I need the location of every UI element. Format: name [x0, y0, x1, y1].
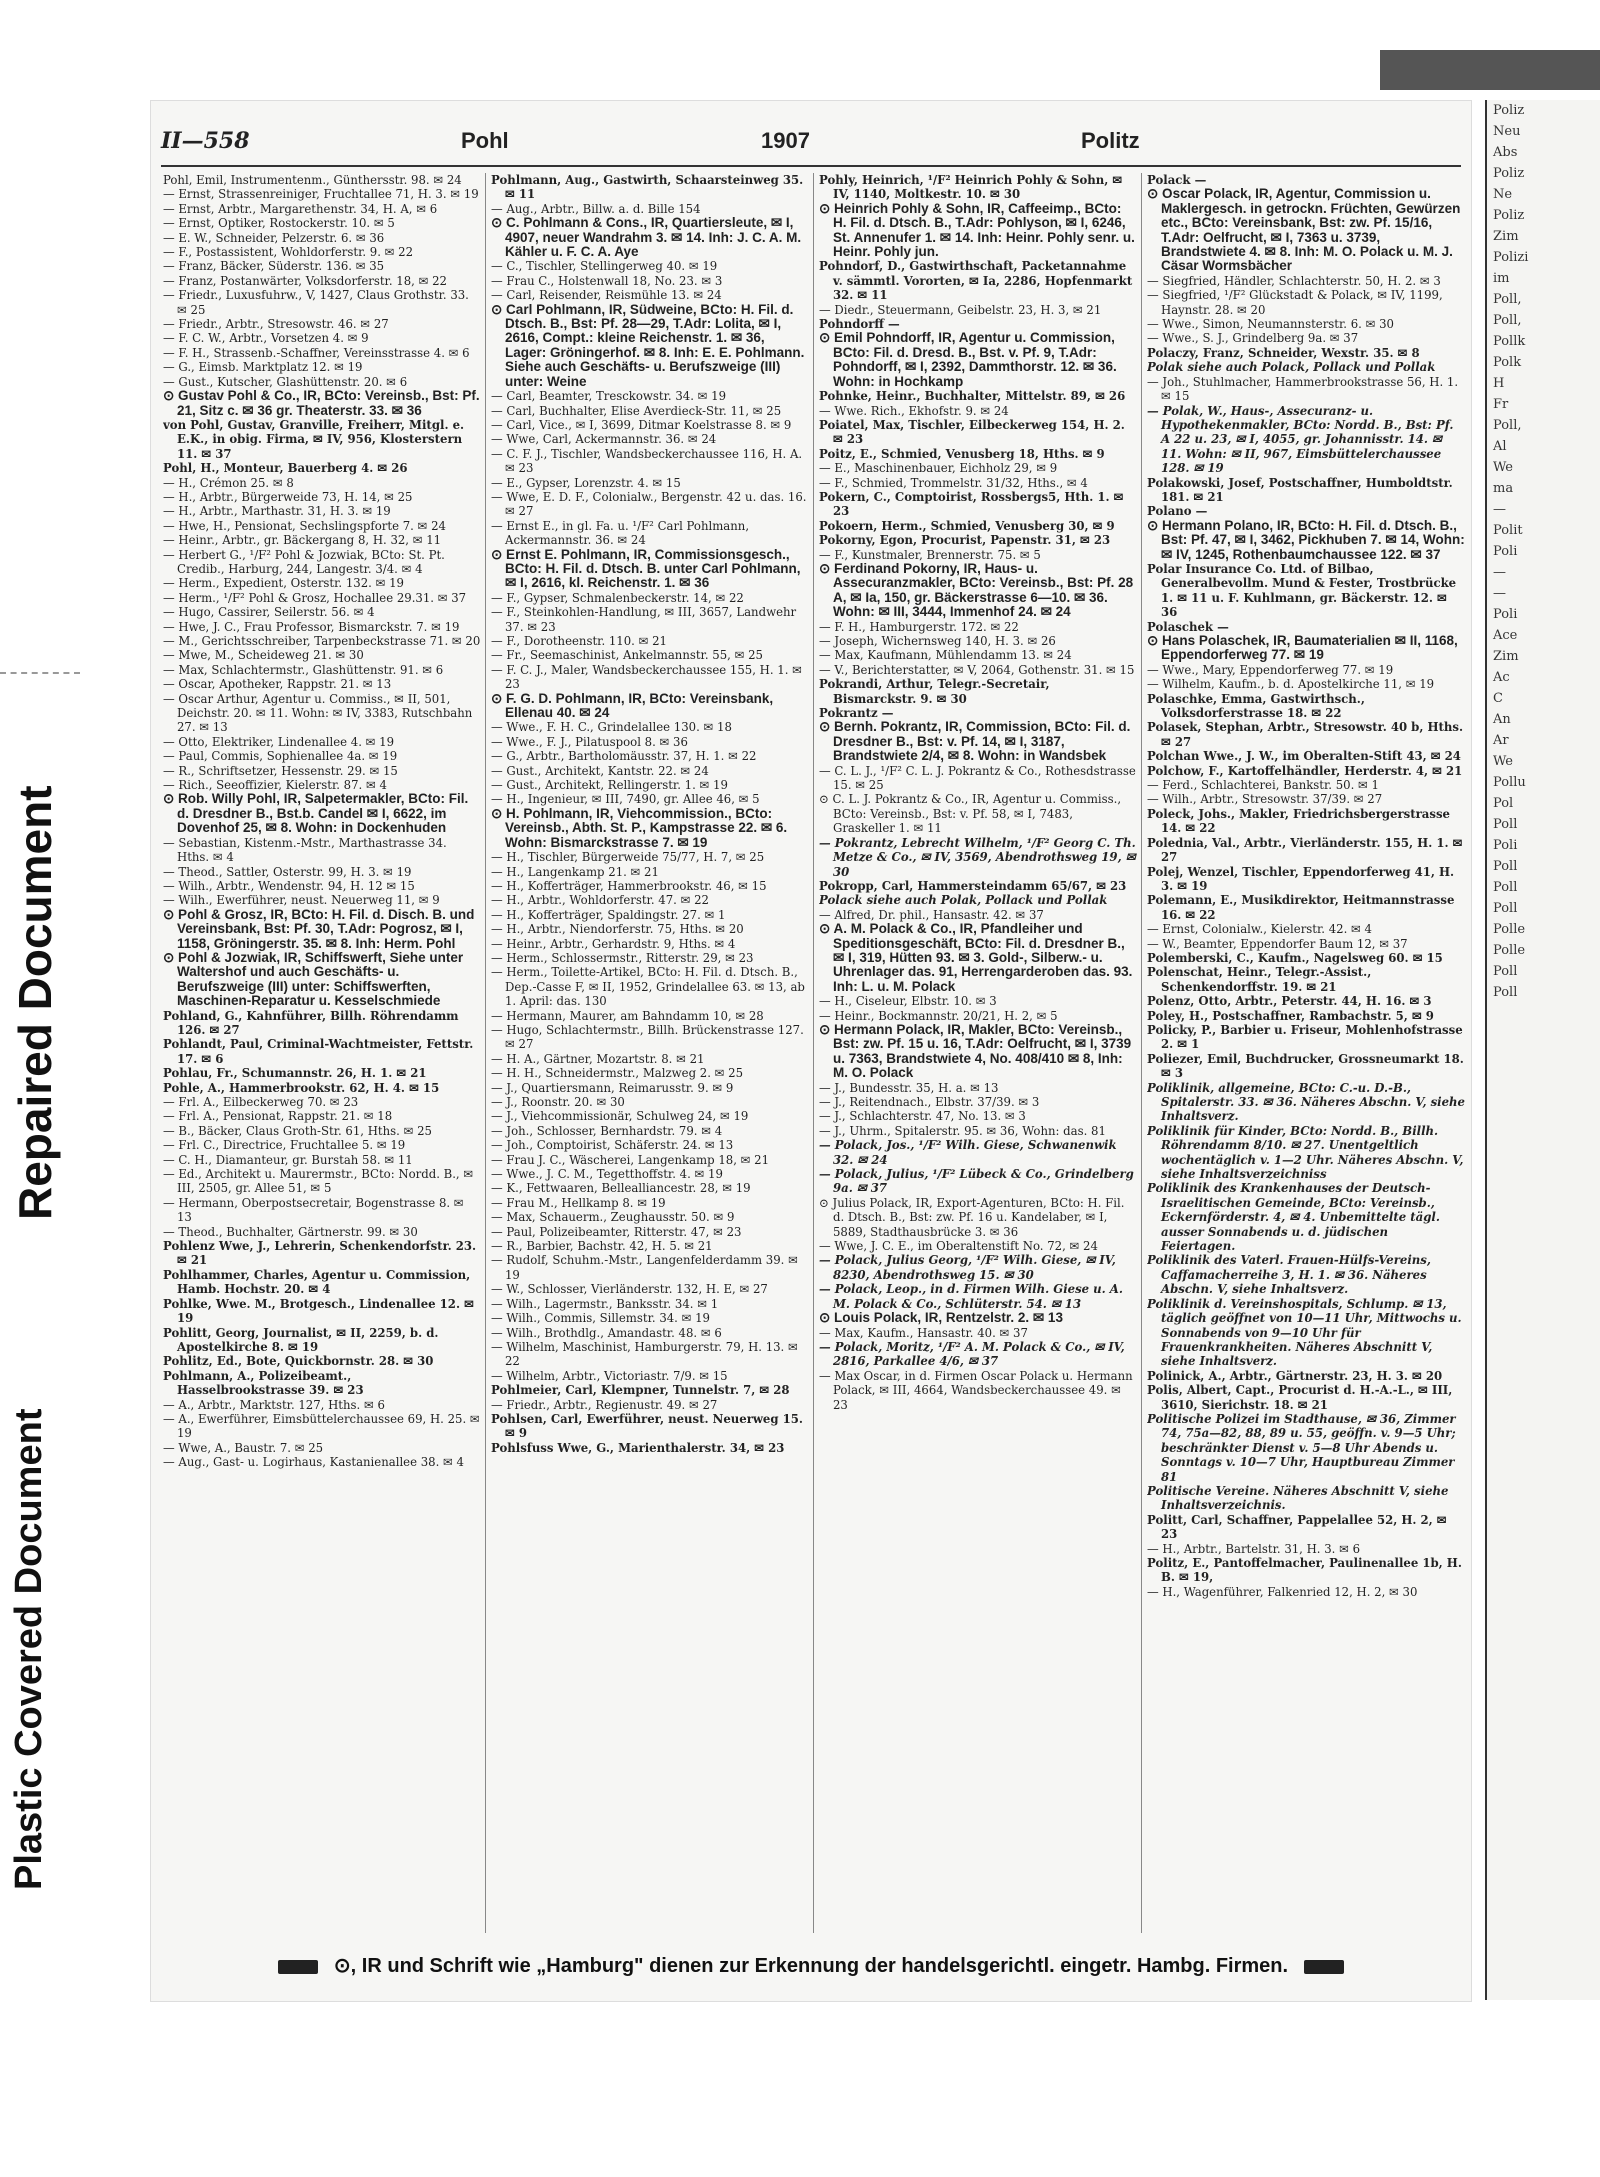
directory-entry: — Hermann, Maurer, am Bahndamm 10, ✉ 28 [491, 1008, 764, 1023]
directory-entry: Pokorny, Egon, Procurist, Papenstr. 31, ✉ 23 [819, 533, 1111, 548]
directory-entry: Pohlmeier, Carl, Klempner, Tunnelstr. 7, ✉ 28 [491, 1383, 790, 1398]
directory-entry: — Friedr., Arbtr., Stresowstr. 46. ✉ 27 [163, 317, 389, 332]
directory-entry: Pohlke, Wwe. M., Brotgesch., Lindenallee 12. ✉ 19 [163, 1296, 474, 1326]
header-left-word: Pohl [461, 128, 509, 153]
page-number: II—558 [161, 128, 250, 154]
directory-entry: — J., Bundesstr. 35, H. a. ✉ 13 [819, 1080, 999, 1095]
adjacent-page-fragment: C [1493, 691, 1503, 706]
adjacent-page-fragment: Polk [1493, 355, 1522, 370]
directory-entry: Pokrandi, Arthur, Telegr.-Secretair, Bismarckstr. 9. ✉ 30 [819, 677, 1050, 706]
directory-entry: — Hugo, Cassirer, Seilerstr. 56. ✉ 4 [163, 605, 375, 620]
directory-entry: Pohland, G., Kahnführer, Billh. Röhrendamm 126. ✉ 27 [163, 1008, 459, 1037]
directory-entry: ⊙ Julius Polack, IR, Export-Agenturen, BCto: H. Fil. d. Dtsch. B., Bst: zw. Pf. 16 u. Kandelaber, ✉ I, 5889, Stadthausbrücke 3. ✉ 36 [819, 1195, 1125, 1239]
directory-entry: — E. W., Schneider, Pelzerstr. 6. ✉ 36 [163, 230, 385, 245]
directory-entry: Poiatel, Max, Tischler, Eilbeckerweg 154, H. 2. ✉ 23 [819, 417, 1125, 447]
directory-entry: — F. C. J., Maler, Wandsbeckerchaussee 155, H. 1. ✉ 23 [491, 662, 802, 692]
directory-entry: ⊙ F. G. D. Pohlmann, IR, BCto: Vereinsbank, Ellenau 40. ✉ 24 [491, 690, 774, 721]
directory-entry: — Wwe., Simon, Neumannsterstr. 6. ✉ 30 [1147, 317, 1394, 332]
directory-entry: ⊙ Pohl & Jozwiak, IR, Schiffswerft, Siehe unter Waltershof und auch Geschäfts- u. Berufszweige (III) unter: Schiffswerften, Maschinen-Reparatur u. Kesselschmiede [163, 949, 464, 1009]
directory-entry: — Max, Schlachtermstr., Glashüttenstr. 91. ✉ 6 [163, 662, 444, 677]
directory-entry: — Wwe. Rich., Ekhofstr. 9. ✉ 24 [819, 403, 1009, 418]
adjacent-page-fragment: Abs [1493, 145, 1518, 160]
adjacent-page-fragment: Poll [1493, 901, 1518, 916]
directory-entry: Polchow, F., Kartoffelhändler, Herderstr. 4, ✉ 21 [1147, 763, 1463, 778]
directory-entry: Pohlitt, Georg, Journalist, ✉ II, 2259, b. d. Apostelkirche 8. ✉ 19 [163, 1325, 439, 1354]
adjacent-page-fragment: Poll [1493, 880, 1518, 895]
directory-entry: — J., Viehcommissionär, Schulweg 24, ✉ 19 [491, 1109, 749, 1124]
directory-entry: ⊙ A. M. Polack & Co., IR, Pfandleiher und Speditionsgeschäft, BCto: Fil. d. Dresdner B., ✉ I, 319, Hütten 93. ✉ 3. Gold-, Silberw.- u. Uhrenlager das. 91, Herrengarderoben das. 93. Inh: L. u. M. Polack [819, 921, 1133, 994]
directory-entry: — F. H., Strassenb.-Schaffner, Vereinsstrasse 4. ✉ 6 [163, 345, 470, 360]
directory-entry: Polar Insurance Co. Ltd. of Bilbao, Generalbevollm. Mund & Fester, Trostbrücke 1. ✉ 11 u. F. Kuhlmann, gr. Bäckerstr. 12. ✉ 36 [1147, 561, 1457, 620]
adjacent-page-fragment: We [1493, 754, 1513, 769]
adjacent-page-fragment: Zim [1493, 649, 1519, 664]
directory-entry: — A., Arbtr., Marktstr. 127, Hths. ✉ 6 [163, 1397, 385, 1412]
directory-entry: — Franz, Postanwärter, Volksdorferstr. 18, ✉ 22 [163, 273, 447, 288]
adjacent-page-fragment: Poll, [1493, 418, 1522, 433]
directory-entry: Pokern, C., Comptoirist, Rossbergs5, Hth. 1. ✉ 23 [819, 489, 1124, 519]
directory-entry: — W., Schlosser, Vierländerstr. 132, H. E, ✉ 27 [491, 1282, 768, 1297]
adjacent-page-strip [1485, 100, 1600, 2000]
directory-entry: ⊙ Hans Polaschek, IR, Baumaterialien ✉ II, 1168, Eppendorferweg 77. ✉ 19 [1147, 633, 1458, 663]
directory-entry: ⊙ C. Pohlmann & Cons., IR, Quartiersleute, ✉ I, 4907, neuer Wandrahm 3. ✉ 14. Inh: J. C. A. M. Kähler u. F. C. A. Aye [491, 215, 802, 260]
directory-entry: — Joh., Stuhlmacher, Hammerbrookstrasse 56, H. 1. ✉ 15 [1147, 374, 1459, 404]
adjacent-page-fragment: Poli [1493, 607, 1518, 622]
directory-entry: Pohlmann, Aug., Gastwirth, Schaarsteinweg 35. ✉ 11 [491, 173, 804, 202]
adjacent-page-fragment: Poliz [1493, 208, 1525, 223]
directory-entry: — J., Roonstr. 20. ✉ 30 [491, 1095, 625, 1109]
adjacent-page-fragment: Poll [1493, 964, 1518, 979]
adjacent-page-fragment: im [1493, 271, 1510, 286]
directory-entry: — F., Gypser, Schmalenbeckerstr. 14, ✉ 22 [491, 590, 744, 605]
directory-entry: — Polak, W., Haus-, Assecuranz- u. Hypothekenmakler, BCto: Nordd. B., Bst: Pf. A 22 u. 23, ✉ I, 4055, gr. Johannisstr. 14. ✉ 11. Wohn: ✉ II, 967, Eimsbüttelerchaussee 128. ✉ 19 [1147, 403, 1454, 476]
directory-entry: — Max, Schauerm., Zeughausstr. 50. ✉ 9 [491, 1210, 735, 1225]
directory-entry: — Siegfried, Händler, Schlachterstr. 50, H. 2. ✉ 3 [1147, 273, 1441, 288]
directory-entry: — Rich., Seeoffizier, Kielerstr. 87. ✉ 4 [163, 778, 387, 793]
directory-entry: ⊙ Heinrich Pohly & Sohn, IR, Caffeeimp., BCto: H. Fil. d. Dtsch. B., T.Adr: Pohlyson, ✉ I, 6246, St. Annenufer 1. ✉ 14. Inh: Heinr. Pohly senr. u. Heinr. Pohly jun. [819, 200, 1135, 260]
directory-entry: ⊙ Bernh. Pokrantz, IR, Commission, BCto: Fil. d. Dresdner B., Bst: v. Pf. 14, ✉ I, 3187, Brandstwiete 2/4, ✉ 8. Wohn: in Wandsbek [819, 719, 1131, 764]
directory-entry: — C. H., Diamanteur, gr. Burstah 58. ✉ 11 [163, 1152, 413, 1167]
dashed-divider [0, 672, 80, 674]
directory-entry: Pohnke, Heinr., Buchhalter, Mittelstr. 89, ✉ 26 [819, 389, 1126, 404]
directory-entry: von Pohl, Gustav, Granville, Freiherr, Mitgl. e. E.K., in obig. Firma, ✉ IV, 956, Klosterstern 11. ✉ 37 [163, 417, 465, 461]
directory-entry: Pohle, A., Hammerbrookstr. 62, H. 4. ✉ 15 [163, 1080, 440, 1095]
adjacent-page-fragment: An [1493, 712, 1511, 727]
directory-entry: — Wilh., Ewerführer, neust. Neuerweg 11, ✉ 9 [163, 893, 440, 908]
directory-entry: — Gust., Kutscher, Glashüttenstr. 20. ✉ 6 [163, 374, 408, 389]
directory-entry: — Aug., Gast- u. Logirhaus, Kastanienallee 38. ✉ 4 [163, 1455, 464, 1470]
directory-entry: — Joh., Schlosser, Bernhardstr. 79. ✉ 4 [491, 1123, 723, 1138]
directory-entry: Polaczy, Franz, Schneider, Wexstr. 35. ✉ 8 [1147, 345, 1420, 360]
directory-entry: Polemberski, C., Kaufm., Nagelsweg 60. ✉ 15 [1147, 950, 1443, 965]
adjacent-page-fragment: — [1493, 565, 1506, 580]
directory-entry: — Ed., Architekt u. Maurermstr., BCto: Nordd. B., ✉ III, 2505, gr. Allee 51, ✉ 5 [163, 1167, 474, 1196]
adjacent-page-fragment: Al [1493, 439, 1507, 454]
directory-entry: — G., Eimsb. Marktplatz 12. ✉ 19 [163, 360, 363, 375]
directory-entry: — Franz, Bäcker, Süderstr. 136. ✉ 35 [163, 259, 385, 274]
pointing-hand-right-icon [1304, 1960, 1344, 1974]
directory-entry: — Herm., ¹/F² Pohl & Grosz, Hochallee 29.31. ✉ 37 [163, 590, 467, 605]
directory-entry: — Polack, Julius, ¹/F² Lübeck & Co., Grindelberg 9a. ✉ 37 [819, 1167, 1134, 1196]
adjacent-page-fragment: Pol [1493, 796, 1514, 811]
directory-entry: ⊙ Hermann Polano, IR, BCto: H. Fil. d. Dtsch. B., Bst: Pf. 47, ✉ I, 3462, Pickhuben 7. ✉ 14, Wohn: ✉ IV, 1245, Rothenbaumchaussee 122. ✉ 37 [1147, 517, 1465, 562]
directory-entry: — Alfred, Dr. phil., Hansastr. 42. ✉ 37 [819, 907, 1044, 922]
directory-entry: Pohlau, Fr., Schumannstr. 26, H. 1. ✉ 21 [163, 1066, 427, 1081]
directory-entry: Poley, H., Postschaffner, Rambachstr. 5, ✉ 9 [1147, 1008, 1434, 1023]
directory-entry: — Herm., Schlossermstr., Ritterstr. 29, ✉ 23 [491, 950, 754, 965]
directory-entry: — Paul, Polizeibeamter, Ritterstr. 47, ✉ 23 [491, 1224, 742, 1239]
adjacent-page-fragment: — [1493, 586, 1506, 601]
directory-entry: — H., Arbtr., Bartelstr. 31, H. 3. ✉ 6 [1147, 1541, 1361, 1556]
directory-entry: Pokoern, Herm., Schmied, Venusberg 30, ✉ 9 [819, 518, 1115, 533]
adjacent-page-fragment: Poli [1493, 544, 1518, 559]
directory-entry: — Ernst, Optiker, Rostockerstr. 10. ✉ 5 [163, 216, 395, 231]
directory-entry: — M., Gerichtsschreiber, Tarpenbeckstrasse 71. ✉ 20 [163, 634, 481, 648]
directory-entry: Pohlsen, Carl, Ewerführer, neust. Neuerweg 15. ✉ 9 [491, 1411, 803, 1441]
directory-entry: ⊙ Emil Pohndorff, IR, Agentur u. Commission, BCto: Fil. d. Dresd. B., Bst. v. Pf. 9, T.Adr: Pohndorff, ✉ I, 2392, Dammthorstr. 12. ✉ 36. Wohn: in Hochkamp [819, 330, 1117, 389]
directory-entry: — J., Uhrm., Spitalerstr. 95. ✉ 36, Wohn: das. 81 [819, 1123, 1106, 1138]
pointing-hand-left-icon [278, 1960, 318, 1974]
directory-entry: — Herm., Toilette-Artikel, BCto: H. Fil. d. Dtsch. B., Dep.-Casse F, ✉ II, 1952, Grindelallee 63. ✉ 13, ab 1. April: das. 130 [491, 965, 805, 1009]
directory-entry: — Wwe., Mary, Eppendorferweg 77. ✉ 19 [1147, 662, 1394, 677]
directory-entry: Politische Vereine. Näheres Abschnitt V, siehe Inhaltsverzeichnis. [1147, 1483, 1449, 1513]
directory-entry: — Ernst, Arbtr., Margarethenstr. 34, H. A, ✉ 6 [163, 201, 438, 216]
directory-entry: — C., Tischler, Stellingerweg 40. ✉ 19 [491, 259, 718, 274]
directory-entry: — H., Arbtr., Wohldorferstr. 47. ✉ 22 [491, 893, 709, 908]
directory-entry: — C. F. J., Tischler, Wandsbeckerchaussee 116, H. A. ✉ 23 [491, 446, 803, 476]
directory-entry: Polenschat, Heinr., Telegr.-Assist., Schenkendorffstr. 19. ✉ 21 [1147, 965, 1372, 994]
directory-entry: — Heinr., Arbtr., Gerhardstr. 9, Hths. ✉ 4 [491, 936, 736, 951]
directory-entry: Poliklinik des Vaterl. Frauen-Hülfs-Vereins, Caffamacherreihe 3, H. 1. ✉ 36. Näheres Abschn. V, siehe Inhaltsverz. [1147, 1253, 1431, 1297]
directory-entry: Poliklinik des Krankenhauses der Deutsch-Israelitischen Gemeinde, BCto: Vereinsb., Eckernförderstr. 4, ✉ 4. Unbemittelte tägl. ausser Sonnabends u. d. jüdischen Feiertagen. [1147, 1181, 1440, 1254]
directory-entry: — F. C. W., Arbtr., Vorsetzen 4. ✉ 9 [163, 331, 369, 346]
adjacent-page-fragment: Poll [1493, 985, 1518, 1000]
directory-entry: — Wwe, A., Baustr. 7. ✉ 25 [163, 1440, 324, 1455]
directory-entry: — Joh., Comptoirist, Schäferstr. 24. ✉ 13 [491, 1138, 734, 1153]
directory-entry: Polaschek — [1147, 619, 1229, 634]
directory-entry: — Wilhelm, Maschinist, Hamburgerstr. 79, H. 13. ✉ 22 [491, 1339, 798, 1369]
directory-entry: — Ferd., Schlachterei, Bankstr. 50. ✉ 1 [1147, 778, 1379, 793]
adjacent-page-fragment: Pollu [1493, 775, 1526, 790]
directory-entry: — H., Arbtr., Niendorferstr. 75, Hths. ✉ 20 [491, 922, 744, 937]
adjacent-page-fragment: ma [1493, 481, 1514, 496]
directory-entry: Polack — [1147, 173, 1207, 187]
directory-entry: — Polack, Julius Georg, ¹/F² Wilh. Giese, ✉ IV, 8230, Abendrothsweg 15. ✉ 30 [819, 1253, 1116, 1282]
directory-entry: — Gust., Architekt, Rellingerstr. 1. ✉ 19 [491, 778, 728, 793]
directory-entry: Polis, Albert, Capt., Procurist d. H.-A.-L., ✉ III, 3610, Sierichstr. 18. ✉ 21 [1147, 1383, 1453, 1412]
directory-entry: — Herm., Expedient, Osterstr. 132. ✉ 19 [163, 576, 404, 591]
directory-entry: — H., Kofferträger, Spaldingstr. 27. ✉ 1 [491, 907, 726, 922]
directory-entry: — H., Ingenieur, ✉ III, 7490, gr. Allee 46, ✉ 5 [491, 792, 760, 807]
directory-entry: — Max, Kaufm., Hansastr. 40. ✉ 37 [819, 1325, 1028, 1340]
adjacent-page-fragment: Poliz [1493, 166, 1525, 181]
directory-entry: Pohndorff — [819, 317, 900, 332]
directory-entry: — J., Quartiersmann, Reimarusstr. 9. ✉ 9 [491, 1080, 734, 1095]
directory-entry: Pohlitz, Ed., Bote, Quickbornstr. 28. ✉ 30 [163, 1354, 434, 1369]
directory-entry: Poliklinik für Kinder, BCto: Nordd. B., Billh. Röhrendamm 8/10. ✉ 27. Unentgeltlich wochentäglich v. 1—2 Uhr. Näheres Abschn. V, siehe Inhaltsverzeichniss [1147, 1123, 1464, 1182]
directory-entry: — R., Schriftsetzer, Hessenstr. 29. ✉ 15 [163, 763, 398, 778]
directory-entry: — J., Schlachterstr. 47, No. 13. ✉ 3 [819, 1109, 1026, 1124]
directory-entry: — H., Kofferträger, Hammerbrookstr. 46, ✉ 15 [491, 878, 767, 893]
directory-entry: — Max Oscar, in d. Firmen Oscar Polack u. Hermann Polack, ✉ III, 4664, Wandsbeckerchaussee 49. ✉ 23 [819, 1368, 1133, 1412]
directory-entry: — A., Ewerführer, Eimsbüttelerchaussee 69, H. 25. ✉ 19 [163, 1411, 480, 1441]
header-right-word: Politz [1081, 128, 1140, 153]
directory-entry: Poitz, E., Schmied, Venusberg 18, Hths. ✉ 9 [819, 446, 1105, 461]
directory-entry: ⊙ H. Pohlmann, IR, Viehcommission., BCto: Vereinsb., Abth. St. P., Kampstrasse 22. ✉ 6. Wohn: Bismarckstrasse 7. ✉ 19 [491, 805, 788, 850]
directory-entry: — H., Tischler, Bürgerweide 75/77, H. 7, ✉ 25 [491, 850, 765, 865]
directory-entry: — Heinr., Bockmannstr. 20/21, H. 2, ✉ 5 [819, 1008, 1058, 1023]
directory-entry: — Oscar, Apotheker, Rappstr. 21. ✉ 13 [163, 677, 392, 692]
directory-entry: Pohly, Heinrich, ¹/F² Heinrich Pohly & Sohn, ✉ IV, 1140, Moltkestr. 10. ✉ 30 [819, 173, 1123, 202]
directory-entry: — Paul, Commis, Sophienallee 4a. ✉ 19 [163, 749, 398, 764]
column-divider [485, 173, 486, 1933]
adjacent-page-fragment: — [1493, 502, 1506, 517]
directory-entry: — Carl, Reisender, Reismühle 13. ✉ 24 [491, 288, 722, 303]
adjacent-page-fragment: Ne [1493, 187, 1513, 202]
directory-entry: — Wilh., Arbtr., Stresowstr. 37/39. ✉ 27 [1147, 792, 1383, 807]
directory-entry: — R., Barbier, Bachstr. 42, H. 5. ✉ 21 [491, 1239, 713, 1254]
directory-entry: — Hugo, Schlachtermstr., Billh. Brückenstrasse 127. ✉ 27 [491, 1022, 804, 1052]
directory-entry: ⊙ Rob. Willy Pohl, IR, Salpetermakler, BCto: Fil. d. Dresdner B., Bst.b. Candel ✉ I, 6622, im Dovenhof 25, ✉ 8. Wohn: in Dockenhuden [163, 791, 469, 836]
directory-entry: Poleck, Johs., Makler, Friedrichsbergerstrasse 14. ✉ 22 [1147, 806, 1450, 836]
directory-entry: — Ernst E., in gl. Fa. u. ¹/F² Carl Pohlmann, Ackermannstr. 36. ✉ 24 [491, 518, 750, 548]
directory-entry: Polano — [1147, 504, 1208, 519]
directory-entry: Policky, P., Barbier u. Friseur, Mohlenhofstrasse 2. ✉ 1 [1147, 1022, 1463, 1052]
directory-entry: — Carl, Buchhalter, Elise Averdieck-Str. 11, ✉ 25 [491, 403, 782, 418]
adjacent-page-fragment: Poll, [1493, 292, 1522, 307]
header-rule [161, 165, 1461, 167]
directory-entry: — Wilh., Lagermstr., Banksstr. 34. ✉ 1 [491, 1296, 719, 1311]
directory-entry: ⊙ Hermann Polack, IR, Makler, BCto: Vereinsb., Bst: zw. Pf. 15 u. 16, T.Adr: Oelfrucht, ✉ I, 3739 u. 7363, Brandstwiete 4, No. 408/410 ✉ 8, Inh: M. O. Polack [819, 1021, 1132, 1081]
page-footer [151, 1953, 1471, 1978]
directory-entry: Politische Polizei im Stadthause, ✉ 36, Zimmer 74, 75a—82, 88, 89 u. 55, geöffn. v. 9—5 Uhr; beschränkter Dienst v. 5—8 Uhr Abends u. Sonntags v. 10—7 Uhr, Hauptbureau Zimmer 81 [1147, 1411, 1456, 1484]
footer-text: ⊙, IR und Schrift wie „Hamburg" dienen zur Erkennung der handelsgerichtl. eingetr. Hambg. Firmen. [333, 1955, 1289, 1977]
directory-entry: — Ernst, Colonialw., Kielerstr. 42. ✉ 4 [1147, 922, 1372, 937]
directory-entry: — Carl, Beamter, Tresckowstr. 34. ✉ 19 [491, 389, 727, 404]
directory-entry: ⊙ Oscar Polack, IR, Agentur, Commission u. Maklergesch. in getrockn. Früchten, Gewürzen etc., BCto: Vereinsbank, Bst: zw. Pf. 15/16, T.Adr: Oelfrucht, ✉ I, 7363 u. 3739, Brandstwiete 4. ✉ 8. Inh: M. O. Polack u. M. J. Cäsar Wormsbächer [1147, 186, 1461, 274]
directory-entry: — G., Arbtr., Bartholomäusstr. 37, H. 1. ✉ 22 [491, 749, 757, 764]
directory-entry: Polinick, A., Arbtr., Gärtnerstr. 23, H. 3. ✉ 20 [1147, 1368, 1443, 1383]
directory-entry: Pohlsfuss Wwe, G., Marienthalerstr. 34, ✉ 23 [491, 1440, 785, 1455]
directory-entry: — Polack, Jos., ¹/F² Wilh. Giese, Schwanenwik 32. ✉ 24 [819, 1138, 1117, 1167]
directory-entry: — F., Schmied, Trommelstr. 31/32, Hths., ✉ 4 [819, 475, 1088, 490]
directory-entry: — Wilh., Arbtr., Wendenstr. 94, H. 12 ✉ 15 [163, 878, 415, 893]
directory-entry: — Hermann, Oberpostsecretair, Bogenstrasse 8. ✉ 13 [163, 1195, 464, 1225]
directory-entry: — Frau M., Hellkamp 8. ✉ 19 [491, 1195, 666, 1210]
directory-entry: — H., Wagenführer, Falkenried 12, H. 2, ✉ 30 [1147, 1584, 1418, 1599]
adjacent-page-fragment: Polit [1493, 523, 1523, 538]
directory-entry: Pokropp, Carl, Hammersteindamm 65/67, ✉ 23 [819, 878, 1127, 893]
directory-entry: Poliklinik, allgemeine, BCto: C.-u. D.-B., Spitalerstr. 33. ✉ 36. Näheres Abschn. V, siehe Inhaltsverz. [1147, 1080, 1465, 1124]
directory-entry: — Friedr., Luxusfuhrw., V, 1427, Claus Grothstr. 33. ✉ 25 [163, 288, 469, 317]
directory-entry: — Wwe., J. C. M., Tegetthoffstr. 4. ✉ 19 [491, 1167, 723, 1182]
directory-entry: — F., Steinkohlen-Handlung, ✉ III, 3657, Landwehr 37. ✉ 23 [491, 605, 797, 634]
directory-entry: ⊙ Gustav Pohl & Co., IR, BCto: Vereinsb., Bst: Pf. 21, Sitz c. ✉ 36 gr. Theaterstr. 33. ✉ 36 [163, 388, 480, 418]
directory-entry: — H., Crémon 25. ✉ 8 [163, 475, 294, 490]
directory-entry: — Wilh., Brothdlg., Amandastr. 48. ✉ 6 [491, 1325, 722, 1340]
directory-entry: — H., Langenkamp 21. ✉ 21 [491, 864, 659, 879]
adjacent-page-fragment: We [1493, 460, 1513, 475]
directory-entry: — Hwe, J. C., Frau Professor, Bismarckstr. 7. ✉ 19 [163, 619, 460, 634]
column-3 [819, 173, 1137, 1933]
adjacent-page-fragment: Neu [1493, 124, 1521, 139]
directory-entry: — Frl. C., Directrice, Fruchtallee 5. ✉ 19 [163, 1138, 406, 1153]
adjacent-page-fragment: Ar [1493, 733, 1509, 748]
directory-entry: Pohlandt, Paul, Criminal-Wachtmeister, Fettstr. 17. ✉ 6 [163, 1037, 474, 1066]
directory-entry: Pohl, Emil, Instrumentenm., Günthersstr. 98. ✉ 24 [163, 173, 462, 187]
directory-entry: — Fr., Seemaschinist, Ankelmannstr. 55, ✉ 25 [491, 648, 763, 663]
adjacent-page-fragment: Poll, [1493, 313, 1522, 328]
directory-entry: Polak siehe auch Polack, Pollack und Pollak [1147, 360, 1436, 375]
directory-entry: — Wilhelm, Arbtr., Victoriastr. 7/9. ✉ 15 [491, 1368, 728, 1383]
directory-entry: ⊙ Carl Pohlmann, IR, Südweine, BCto: H. Fil. d. Dtsch. B., Bst: Pf. 28—29, T.Adr: Lolita, ✉ I, 2616, Compt.: kleine Reichenstr. 1. ✉ 36, Lager: Gröningerhof. ✉ 8. Inh: E. E. Pohlmann. Siehe auch Geschäfts- u. Berufszweige (III) unter: Weine [491, 301, 805, 389]
directory-entry: ⊙ Ferdinand Pokorny, IR, Haus- u. Assecuranzmakler, BCto: Vereinsb., Bst: Pf. 28 A, ✉ Ia, 150, gr. Bäckerstrasse 6—10. ✉ 36. Wohn: ✉ III, 3444, Immenhof 24. ✉ 24 [819, 560, 1134, 620]
directory-entry: — Wwe, J. C. E., im Oberaltenstift No. 72, ✉ 24 [819, 1239, 1098, 1254]
directory-entry: Pohlmann, A., Polizeibeamt., Hasselbrookstrasse 39. ✉ 23 [163, 1368, 364, 1398]
directory-entry: — V., Berichterstatter, ✉ V, 2064, Gothenstr. 31. ✉ 15 [819, 662, 1135, 677]
directory-entry: — W., Beamter, Eppendorfer Baum 12, ✉ 37 [1147, 936, 1408, 951]
directory-entry: — Gust., Architekt, Kantstr. 22. ✉ 24 [491, 763, 709, 778]
directory-entry: — Theod., Sattler, Osterstr. 99, H. 3. ✉ 19 [163, 864, 412, 879]
adjacent-page-fragment: Poll [1493, 817, 1518, 832]
directory-entry: Pohlenz Wwe, J., Lehrerin, Schenkendorfstr. 23. ✉ 21 [163, 1239, 477, 1268]
directory-entry: — Pokrantz, Lebrecht Wilhelm, ¹/F² Georg C. Th. Metze & Co., ✉ IV, 3569, Abendrothsweg 19, ✉ 30 [819, 835, 1136, 879]
directory-entry: Polchan Wwe., J. W., im Oberalten-Stift 43, ✉ 24 [1147, 749, 1461, 764]
directory-entry: Pohl, H., Monteur, Bauerberg 4. ✉ 26 [163, 461, 408, 476]
adjacent-page-fragment: Fr [1493, 397, 1509, 412]
directory-entry: — E., Gypser, Lorenzstr. 4. ✉ 15 [491, 475, 681, 490]
corner-mark [1380, 50, 1600, 90]
column-divider [1141, 173, 1142, 1933]
column-1 [163, 173, 481, 1933]
directory-entry: — F. H., Hamburgerstr. 172. ✉ 22 [819, 619, 1019, 634]
adjacent-page-fragment: Polle [1493, 922, 1526, 937]
side-label-plastic: Plastic Covered Document [8, 1408, 50, 1890]
adjacent-page-fragment: Polizi [1493, 250, 1529, 265]
directory-entry: Politt, Carl, Schaffner, Pappelallee 52, H. 2, ✉ 23 [1147, 1512, 1447, 1542]
directory-entry: — Wwe, E. D. F., Colonialw., Bergenstr. 42 u. das. 16. ✉ 27 [491, 489, 807, 519]
adjacent-page-fragment: Zim [1493, 229, 1519, 244]
adjacent-page-fragment: Polle [1493, 943, 1526, 958]
directory-entry: Poliezer, Emil, Buchdrucker, Grossneumarkt 18. ✉ 3 [1147, 1051, 1464, 1081]
adjacent-page-fragment: Ac [1493, 670, 1510, 685]
adjacent-page-fragment: H [1493, 376, 1505, 391]
directory-entry: — Heinr., Arbtr., gr. Bäckergang 8, H. 32, ✉ 11 [163, 533, 442, 548]
adjacent-page-fragment: Pollk [1493, 334, 1526, 349]
directory-entry: Polasek, Stephan, Arbtr., Stresowstr. 40 b, Hths. ✉ 27 [1147, 720, 1464, 749]
directory-entry: — H. A., Gärtner, Mozartstr. 8. ✉ 21 [491, 1051, 705, 1066]
directory-entry: — Otto, Elektriker, Lindenallee 4. ✉ 19 [163, 734, 395, 749]
directory-entry: — Joseph, Wichernsweg 140, H. 3. ✉ 26 [819, 634, 1056, 648]
directory-entry: Polemann, E., Musikdirektor, Heitmannstrasse 16. ✉ 22 [1147, 893, 1455, 922]
directory-entry: Pokrantz — [819, 706, 894, 721]
directory-page [150, 100, 1472, 2002]
directory-entry: Polaschke, Emma, Gastwirthsch., Volksdorferstrasse 18. ✉ 22 [1147, 691, 1365, 721]
column-4 [1147, 173, 1465, 1933]
directory-entry: — Wwe., F. H. C., Grindelallee 130. ✉ 18 [491, 720, 732, 735]
directory-entry: — C. L. J., ¹/F² C. L. J. Pokrantz & Co., Rothesdstrasse 15. ✉ 25 [819, 763, 1136, 793]
directory-entry: — Wilhelm, Kaufm., b. d. Apostelkirche 11, ✉ 19 [1147, 677, 1435, 692]
column-divider [813, 173, 814, 1933]
directory-entry: — F., Dorotheenstr. 110. ✉ 21 [491, 634, 667, 648]
directory-entry: — B., Bäcker, Claus Groth-Str. 61, Hths. ✉ 25 [163, 1123, 432, 1138]
directory-entry: — Friedr., Arbtr., Regienustr. 49. ✉ 27 [491, 1397, 718, 1412]
directory-entry: — F., Postassistent, Wohldorferstr. 9. ✉ 22 [163, 245, 414, 260]
directory-entry: Poliklinik d. Vereinshospitals, Schlump. ✉ 13, täglich geöffnet von 10—11 Uhr, Mittwochs u. Sonnabends von 9—10 Uhr für Frauenkrankheiten. Näheres Abschnitt V, siehe Inhaltsverz. [1147, 1296, 1462, 1369]
directory-entry: — Herbert G., ¹/F² Pohl & Jozwiak, BCto: St. Pt. Credib., Harburg, 244, Langestr. 3/4. ✉ 4 [163, 547, 445, 576]
directory-entry: Polack siehe auch Polak, Pollack und Pollak [819, 893, 1108, 908]
directory-entry: — Wilh., Commis, Sillemstr. 34. ✉ 19 [491, 1311, 710, 1326]
directory-entry: — H., Arbtr., Bürgerweide 73, H. 14, ✉ 25 [163, 489, 413, 504]
directory-entry: ⊙ Louis Polack, IR, Rentzelstr. 2. ✉ 13 [819, 1310, 1063, 1326]
directory-entry: — Max, Kaufmann, Mühlendamm 13. ✉ 24 [819, 648, 1072, 663]
directory-entry: Polej, Wenzel, Tischler, Eppendorferweg 41, H. 3. ✉ 19 [1147, 864, 1455, 893]
directory-entry: — Ernst, Strassenreiniger, Fruchtallee 71, H. 3. ✉ 19 [163, 187, 479, 202]
directory-entry: Polenz, Otto, Arbtr., Peterstr. 44, H. 16. ✉ 3 [1147, 994, 1432, 1009]
directory-entry: — Wwe, Carl, Ackermannstr. 36. ✉ 24 [491, 432, 717, 447]
side-label-repaired: Repaired Document [9, 785, 61, 1220]
directory-entry: — H., Ciseleur, Elbstr. 10. ✉ 3 [819, 994, 997, 1009]
directory-entry: — Sebastian, Kistenm.-Mstr., Marthastrasse 34. Hths. ✉ 4 [163, 835, 447, 865]
directory-entry: — Polack, Moritz, ¹/F² A. M. Polack & Co., ✉ IV, 2816, Parkallee 4/6, ✉ 37 [819, 1339, 1125, 1369]
directory-entry: — Wwe., F. J., Pilatuspool 8. ✉ 36 [491, 734, 688, 749]
directory-entry: — Theod., Buchhalter, Gärtnerstr. 99. ✉ 30 [163, 1224, 418, 1239]
adjacent-page-fragment: Poliz [1493, 103, 1525, 118]
directory-entry: — Aug., Arbtr., Billw. a. d. Bille 154 [491, 201, 701, 216]
directory-entry: — Frl. A., Pensionat, Rappstr. 21. ✉ 18 [163, 1109, 393, 1124]
directory-entry: — Rudolf, Schuhm.-Mstr., Langenfelderdamm 39. ✉ 19 [491, 1253, 798, 1282]
directory-entry: — K., Fettwaaren, Bellealliancestr. 28, ✉ 19 [491, 1181, 751, 1196]
directory-entry: — J., Reitendnach., Elbstr. 37/39. ✉ 3 [819, 1095, 1040, 1109]
directory-entry: — Hwe, H., Pensionat, Sechslingspforte 7. ✉ 24 [163, 518, 446, 533]
directory-entry: — Oscar Arthur, Agentur u. Commiss., ✉ II, 501, Deichstr. 20. ✉ 11. Wohn: ✉ IV, 3383, Rutschbahn 27. ✉ 13 [163, 691, 473, 735]
directory-entry: — Frl. A., Eilbeckerweg 70. ✉ 23 [163, 1095, 359, 1109]
directory-entry: ⊙ Pohl & Grosz, IR, BCto: H. Fil. d. Disch. B. und Vereinsbank, Bst: Pf. 30, T.Adr: Pogrosz, ✉ I, 1158, Gröningerstr. 35. ✉ 8. Inh: Herm. Pohl [163, 906, 475, 951]
column-2 [491, 173, 809, 1933]
adjacent-page-fragment: Ace [1493, 628, 1518, 643]
header-year: 1907 [761, 128, 810, 153]
adjacent-page-fragment: Poli [1493, 838, 1518, 853]
directory-entry: — Frau C., Holstenwall 18, No. 23. ✉ 3 [491, 273, 723, 288]
directory-entry: ⊙ C. L. J. Pokrantz & Co., IR, Agentur u. Commiss., BCto: Vereinsb., Bst: v. Pf. 58, ✉ I, 7483, Graskeller 1. ✉ 11 [819, 792, 1122, 836]
directory-entry: — Diedr., Steuermann, Geibelstr. 23, H. 3, ✉ 21 [819, 302, 1102, 317]
directory-entry: Pohlhammer, Charles, Agentur u. Commission, Hamb. Hochstr. 20. ✉ 4 [163, 1267, 471, 1297]
directory-entry: Polakowski, Josef, Postschaffner, Humboldtstr. 181. ✉ 21 [1147, 475, 1453, 504]
directory-entry: — Mwe, M., Scheideweg 21. ✉ 30 [163, 648, 364, 663]
directory-entry: — Wwe., S. J., Grindelberg 9a. ✉ 37 [1147, 331, 1359, 346]
directory-entry: ⊙ Ernst E. Pohlmann, IR, Commissionsgesch., BCto: H. Fil. d. Dtsch. B. unter Carl Pohlmann, ✉ I, 2616, kl. Reichenstr. 1. ✉ 36 [491, 546, 801, 591]
directory-entry: — H. H., Schneidermstr., Malzweg 2. ✉ 25 [491, 1066, 744, 1081]
page-header [161, 123, 1461, 159]
directory-entry: — F., Kunstmaler, Brennerstr. 75. ✉ 5 [819, 547, 1041, 562]
adjacent-page-fragment: Poll [1493, 859, 1518, 874]
directory-entry: Politz, E., Pantoffelmacher, Paulinenallee 1b, H. B. ✉ 19, [1147, 1556, 1462, 1585]
directory-entry: — Frau J. C., Wäscherei, Langenkamp 18, ✉ 21 [491, 1152, 770, 1167]
directory-entry: — Polack, Leop., in d. Firmen Wilh. Giese u. A. M. Polack & Co., Schlüterstr. 54. ✉ 13 [819, 1282, 1123, 1311]
directory-entry: Polednia, Val., Arbtr., Vierländerstr. 155, H. 1. ✉ 27 [1147, 835, 1463, 865]
directory-entry: Pohndorf, D., Gastwirthschaft, Packetannahme v. sämmtl. Vororten, ✉ Ia, 2286, Hopfenmarkt 32. ✉ 11 [819, 259, 1133, 303]
directory-entry: — Carl, Vice., ✉ I, 3699, Ditmar Koelstrasse 8. ✉ 9 [491, 417, 792, 432]
directory-entry: — H., Arbtr., Marthastr. 31, H. 3. ✉ 19 [163, 504, 391, 519]
directory-entry: — Siegfried, ¹/F² Glückstadt & Polack, ✉ IV, 1199, Haynstr. 28. ✉ 20 [1147, 288, 1443, 317]
directory-entry: — E., Maschinenbauer, Eichholz 29, ✉ 9 [819, 461, 1058, 476]
